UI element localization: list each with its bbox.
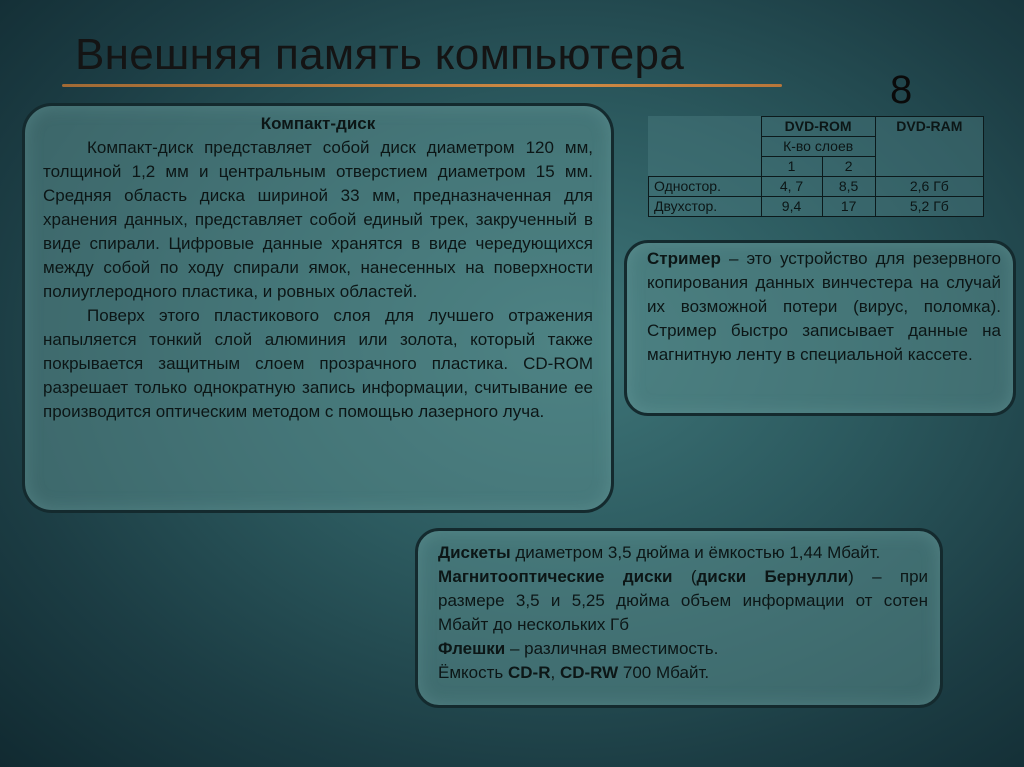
magneto-optical-term: Магнитооптические диски bbox=[438, 567, 673, 586]
slide-title: Внешняя память компьютера bbox=[75, 30, 685, 79]
table-row bbox=[649, 177, 984, 197]
single-sided-label: Одностор. bbox=[649, 177, 762, 197]
floppy-text bbox=[438, 541, 928, 565]
cd-r-term: CD-R bbox=[507, 663, 551, 682]
streamer-panel bbox=[624, 240, 1016, 416]
table-cell: 8,5 bbox=[822, 177, 875, 197]
paren-open: ( bbox=[672, 567, 697, 586]
cd-rw-term: CD-RW bbox=[559, 663, 619, 682]
layer-1-header: 1 bbox=[761, 157, 822, 177]
flash-text bbox=[438, 637, 928, 661]
capacity-suffix: 700 Мбайт. bbox=[618, 663, 710, 682]
table-cell: 5,2 Гб bbox=[875, 197, 983, 217]
layer-2-header: 2 bbox=[822, 157, 875, 177]
bernoulli-term: диски Бернулли bbox=[696, 567, 849, 586]
capacity-prefix: Ёмкость bbox=[438, 663, 508, 682]
streamer-term: Стример bbox=[647, 249, 721, 268]
layers-label: К-во слоев bbox=[761, 137, 875, 157]
table-row bbox=[649, 197, 984, 217]
floppy-term: Дискеты bbox=[438, 543, 511, 562]
cd-capacity-text bbox=[438, 661, 928, 685]
flash-term: Флешки bbox=[438, 639, 506, 658]
dvd-rom-header: DVD-ROM bbox=[761, 117, 875, 137]
comma: , bbox=[550, 663, 560, 682]
table-cell: 17 bbox=[822, 197, 875, 217]
compact-disk-paragraph-2: Поверх этого пластикового слоя для лучшего отражения напыляется тонкий слой алюминия или золота, который также покрывается защитным слоем прозрачного пластика. CD-ROM разрешает только однократную запись информации, считывание ее производится оптическим методом с помощью лазерного луча. bbox=[43, 306, 593, 421]
streamer-description: – это устройство для резервного копирования данных винчестера на случай их возможной потери (вирус, поломка). Стример быстро записывает данные на магнитную ленту в специальной кассете. bbox=[647, 249, 1001, 364]
title-underline bbox=[62, 84, 782, 87]
magneto-optical-text bbox=[438, 565, 928, 637]
table-corner-cell bbox=[649, 117, 762, 177]
compact-disk-paragraph-1: Компакт-диск представляет собой диск диаметром 120 мм, толщиной 1,2 мм и центральным отверстием диаметром 15 мм. Средняя область диска шириной 33 мм, предназначенная для хранения данных, представляет собой единый трек, закрученный в виде спирали. Цифровые данные хранятся в виде чередующихся между собой по ходу спирали ямок, нанесенных на поверхности полиуглеродного пластика, и ровных областей. bbox=[43, 138, 593, 301]
flash-description: – различная вместимость. bbox=[505, 639, 719, 658]
table-row bbox=[649, 117, 984, 137]
dvd-capacity-table bbox=[648, 116, 984, 217]
floppy-description: диаметром 3,5 дюйма и ёмкостью 1,44 Мбайт. bbox=[510, 543, 881, 562]
compact-disk-text bbox=[43, 136, 593, 424]
slide-number: 8 bbox=[890, 68, 913, 112]
double-sided-label: Двухстор. bbox=[649, 197, 762, 217]
compact-disk-heading: Компакт-диск bbox=[260, 114, 376, 133]
table-cell: 4, 7 bbox=[761, 177, 822, 197]
table-cell: 9,4 bbox=[761, 197, 822, 217]
compact-disk-panel bbox=[22, 103, 614, 513]
table-cell: 2,6 Гб bbox=[875, 177, 983, 197]
removable-media-panel bbox=[415, 528, 943, 708]
streamer-text bbox=[647, 247, 1001, 367]
dvd-ram-header: DVD-RAM bbox=[875, 117, 983, 177]
magneto-optical-description: ) – при размере 3,5 и 5,25 дюйма объем информации от сотен Мбайт до нескольких Гб bbox=[438, 567, 929, 634]
